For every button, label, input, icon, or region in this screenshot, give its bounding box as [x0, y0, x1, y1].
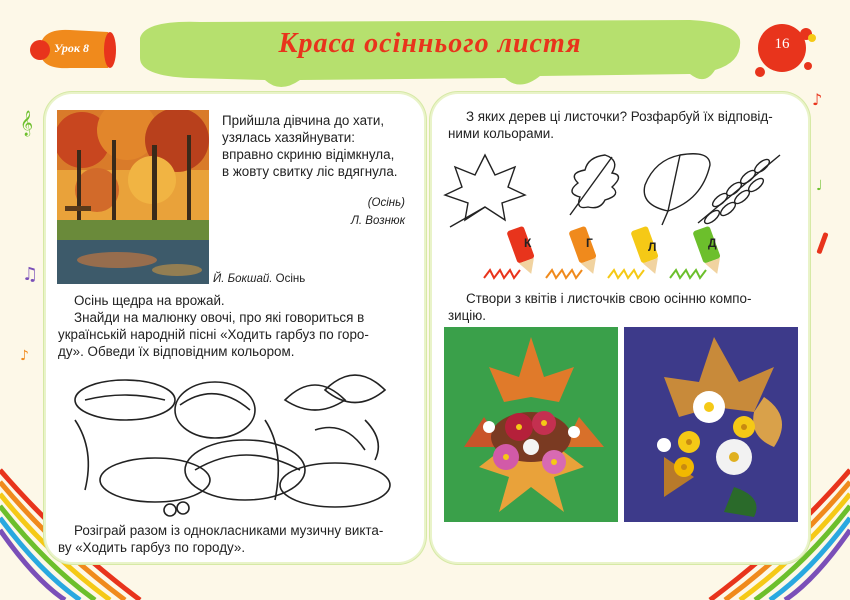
- lesson-label: Урок 8: [54, 41, 89, 55]
- maple-leaf-outline: [445, 155, 525, 227]
- music-note-icon: ♪: [20, 348, 29, 364]
- lesson-badge: [40, 32, 110, 68]
- oak-leaf-outline: [570, 155, 619, 215]
- painting-title: Осінь: [275, 273, 306, 285]
- play-task-line: Розіграй разом із однокласниками музичну викта-: [74, 523, 384, 538]
- task-veg-line: Знайди на малюнку овочі, про які говориться в: [74, 310, 365, 325]
- pencil-legend: [480, 226, 740, 284]
- page-number: 16: [774, 36, 790, 52]
- pencil-letter-maple: К: [524, 236, 532, 250]
- leaf-composition-photo-2: [624, 327, 798, 522]
- poem-line: в жовту свитку ліс вдягнула.: [222, 164, 398, 179]
- pencil-letter-oak: Г: [586, 236, 593, 250]
- poem-answer: (Осінь): [367, 197, 405, 209]
- vegetables-drawing: [65, 360, 400, 520]
- poem-line: узялась хазяйнувати:: [222, 130, 355, 145]
- music-note-icon: ♩: [816, 178, 823, 194]
- autumn-painting: [57, 110, 209, 284]
- page-title: Краса осіннього листя: [278, 28, 582, 59]
- music-note-icon: ♫: [22, 264, 39, 285]
- task-veg-line: ду». Обведи їх відповідним кольором.: [58, 344, 295, 359]
- poem: [222, 112, 417, 180]
- poem-line: вправно скриню відімкнула,: [222, 147, 395, 162]
- painting-caption: [213, 273, 305, 285]
- pencil-rowan-icon: [670, 226, 725, 278]
- pencil-oak-icon: [546, 226, 601, 278]
- pencil-letter-rowan: Д: [708, 236, 717, 250]
- poem-line: Прийшла дівчина до хати,: [222, 113, 385, 128]
- harvest-text: Осінь щедра на врожай.: [74, 293, 225, 308]
- linden-leaf-outline: [644, 154, 710, 225]
- painting-author: Й. Бокшай.: [213, 273, 273, 285]
- composition-task-line: Створи з квітів і листочків свою осінню компо-: [466, 291, 752, 306]
- leaves-task-line: З яких дерев ці листочки? Розфарбуй їх відповід-: [466, 109, 773, 124]
- leaf-outlines: [440, 145, 785, 230]
- play-task-line: ву «Ходить гарбуз по городу».: [58, 540, 246, 555]
- pencil-letter-linden: Л: [648, 240, 657, 254]
- poem-source: [222, 194, 405, 230]
- pencil-maple-icon: [484, 226, 539, 278]
- leaves-task-line: ними кольорами.: [448, 126, 554, 141]
- task-veg-line: українській народній пісні «Ходить гарбуз по горо-: [58, 327, 369, 342]
- pencil-deco-icon: [816, 232, 828, 254]
- composition-task-line: зицію.: [448, 308, 487, 323]
- poem-author: Л. Вознюк: [351, 215, 405, 227]
- pencils-graphic: [480, 226, 740, 284]
- music-note-icon: ♪: [812, 90, 823, 109]
- leaf-composition-photo-1: [444, 327, 618, 522]
- treble-clef-icon: 𝄞: [20, 111, 34, 136]
